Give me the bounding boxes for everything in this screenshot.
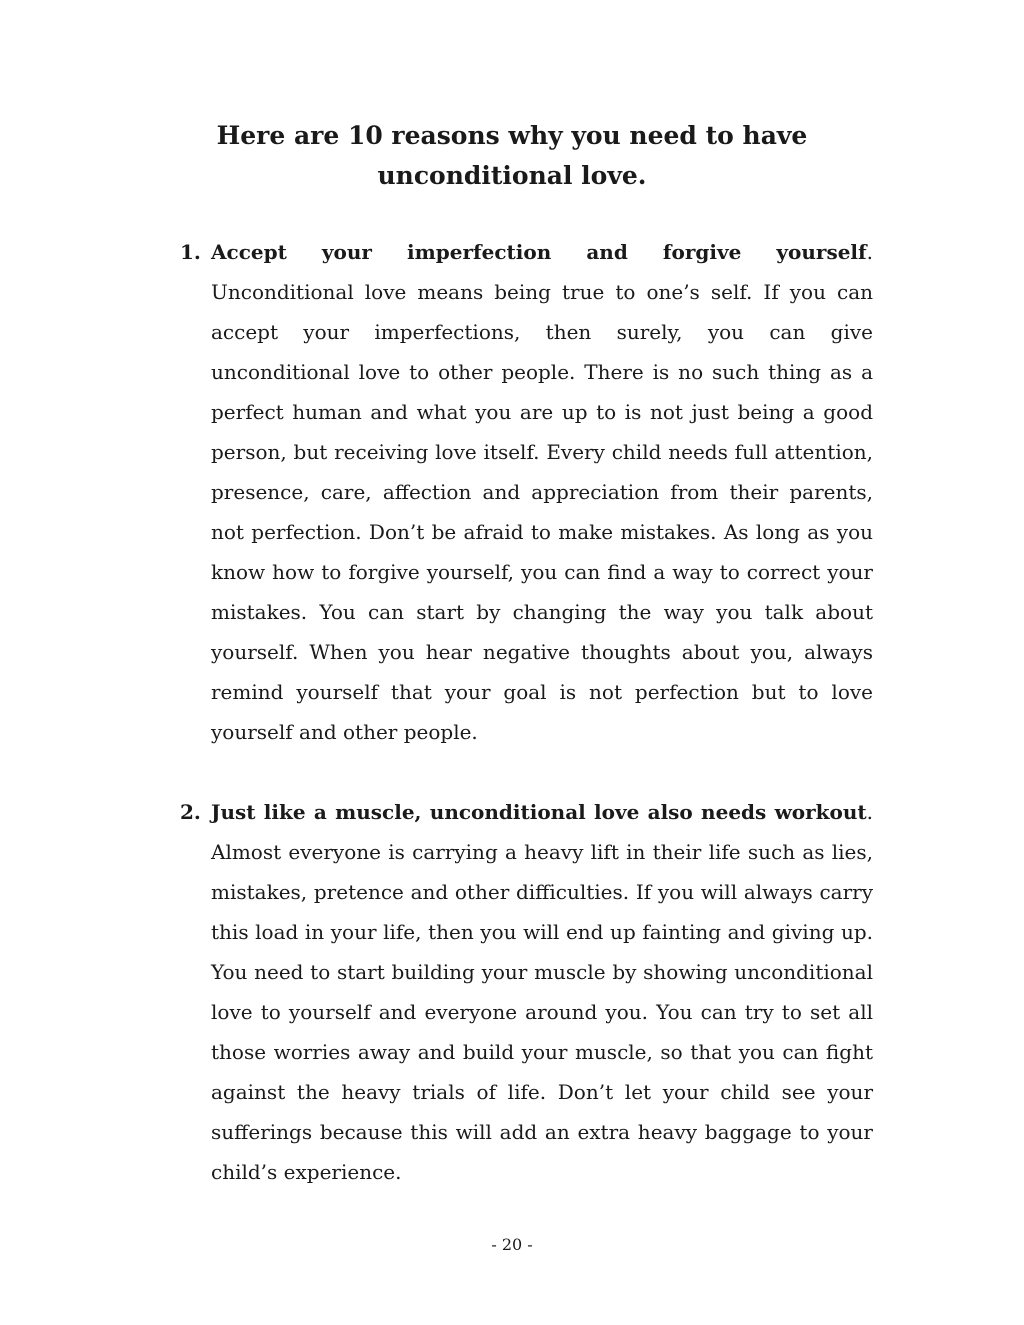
list-item-number: 2.: [180, 800, 201, 824]
list-item-text: [211, 232, 873, 752]
list-item-heading: Just like a muscle, unconditional love also needs workout: [211, 800, 867, 824]
page-title: Here are 10 reasons why you need to have unconditional love.: [216, 121, 808, 190]
list-item-heading-punctuation: .: [866, 240, 873, 264]
reasons-list: [0, 232, 1024, 1232]
list-item-heading: Accept your imperfection and forgive yourself: [211, 240, 867, 264]
list-item: [0, 792, 1024, 1192]
list-item-text: [211, 792, 873, 1192]
list-item-heading-punctuation: .: [866, 800, 873, 824]
list-item: [0, 232, 1024, 752]
list-item-body: Unconditional love means being true to one’s self. If you can accept your imperfections, then surely, you can give unconditional love to other people. There is no such thing as a perfect human and what you are up to is not just being a good person, but receiving love itself. Every child needs full attention, presence, care, affection and appreciation from their parents, not perfection. Don’t be afraid to make mistakes. As long as you know how to forgive yourself, you can find a way to correct your mistakes. You can start by changing the way you talk about yourself. When you hear negative thoughts about you, always remind yourself that your goal is not perfection but to love yourself and other people.: [211, 280, 873, 744]
page-number: - 20 -: [491, 1235, 533, 1254]
list-item-body: Almost everyone is carrying a heavy lift in their life such as lies, mistakes, pretence and other difficulties. If you will always carry this load in your life, then you will end up fainting and giving up. You need to start building your muscle by showing unconditional love to yourself and everyone around you. You can try to set all those worries away and build your muscle, so that you can fight against the heavy trials of life. Don’t let your child see your sufferings because this will add an extra heavy baggage to your child’s experience.: [211, 840, 873, 1184]
list-item-number: 1.: [180, 240, 201, 264]
